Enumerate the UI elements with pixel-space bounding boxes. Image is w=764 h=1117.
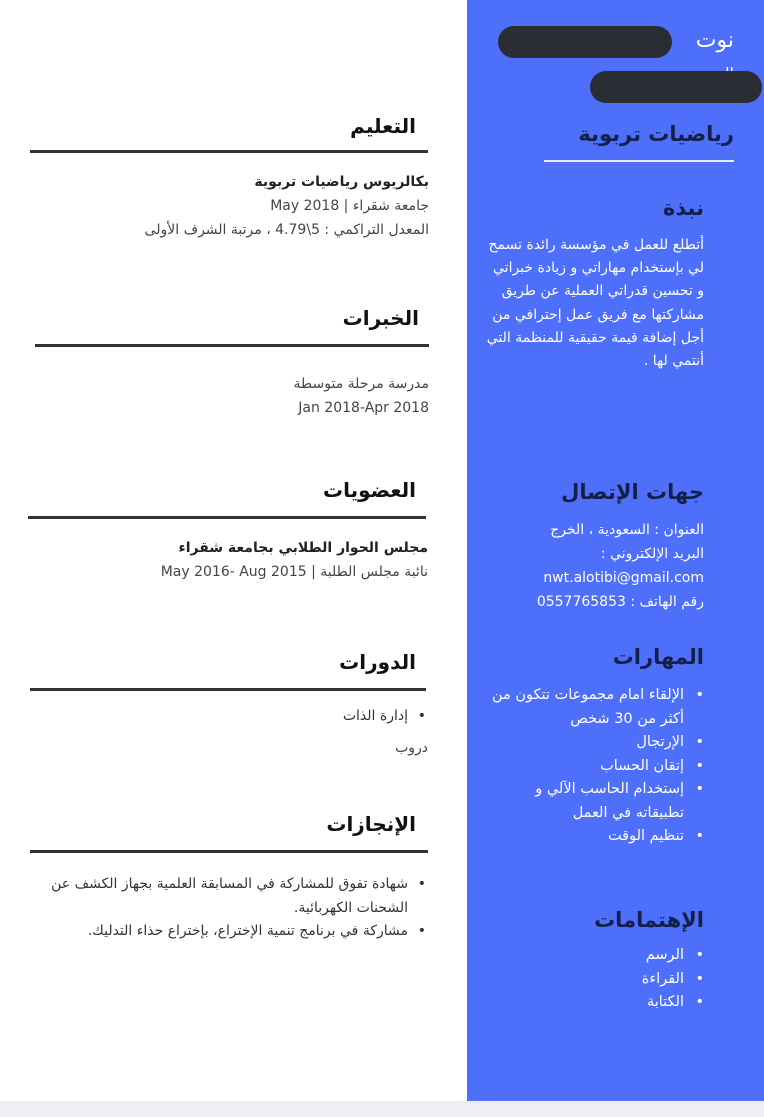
interest-item: • الكتابة [484, 991, 704, 1015]
skill-item: • تنظيم الوقت [484, 825, 704, 849]
skill-item: • إتقان الحساب [484, 755, 704, 779]
courses-list [188, 705, 428, 729]
interest-item: • القراءة [484, 968, 704, 992]
skills-heading: المهارات [612, 645, 704, 669]
skill-item: • الإرتجال [484, 731, 704, 755]
membership-role: نائبة مجلس الطلبة | May 2016- Aug 2015 [160, 564, 428, 580]
memberships-details [161, 536, 428, 584]
education-heading: التعليم [350, 114, 416, 138]
experience-divider [35, 344, 429, 347]
achievements-list [38, 873, 428, 944]
membership-org: مجلس الحوار الطلابي بجامعة شقراء [178, 540, 428, 556]
education-school: جامعة شقراء | May 2018 [270, 198, 429, 214]
achievement-item: • شهادة تفوق للمشاركة في المسابقة العلمية بجهاز الكشف عن الشحنات الكهربائية. [38, 873, 428, 920]
experience-heading: الخبرات [342, 306, 419, 330]
interests-heading: الإهتمامات [594, 908, 704, 932]
sidebar [467, 0, 764, 1101]
course-item: • إدارة الذات [188, 705, 428, 729]
memberships-heading: العضويات [322, 478, 416, 502]
education-details [145, 170, 429, 242]
experience-dates: Jan 2018-Apr 2018 [298, 400, 429, 416]
job-title-divider [544, 160, 734, 162]
contact-address: العنوان : السعودية ، الخرج [550, 522, 704, 538]
bottom-strip [0, 1101, 764, 1117]
name-fragment: نوت [695, 28, 734, 53]
education-degree: بكالريوس رياضيات تربوية [254, 174, 429, 190]
job-title: رياضيات تربوية [578, 122, 734, 146]
courses-divider [30, 688, 426, 691]
redacted-name-line2 [590, 71, 762, 103]
course-provider: دروب [395, 740, 428, 756]
interests-list [484, 944, 704, 1015]
contact-phone: رقم الهاتف : 0557765853 [536, 594, 704, 610]
about-text: أتطلع للعمل في مؤسسة رائدة تسمح لي بإستخدام مهاراتي و زيادة خبراتي و تحسين قدراتي العملية عن طريق مشاركتها مع فريق عمل إحترافي من أجل إضافة قيمة حقيقية للمنظمة التي أنتمي لها . [486, 237, 704, 370]
education-divider [30, 150, 428, 153]
interest-item: • الرسم [484, 944, 704, 968]
achievements-heading: الإنجازات [326, 812, 416, 836]
education-gpa: المعدل التراكمي : 5\4.79 ، مرتبة الشرف الأولى [144, 222, 429, 238]
redacted-name [498, 26, 672, 58]
contact-block [484, 518, 704, 614]
achievement-item: • مشاركة في برنامج تنمية الإختراع، بإختراع حذاء التدليك. [38, 920, 428, 944]
memberships-divider [28, 516, 426, 519]
contact-email-label: البريد الإلكتروني : [600, 546, 704, 562]
courses-heading: الدورات [339, 650, 416, 674]
skills-list [484, 684, 704, 849]
contact-email[interactable]: nwt.alotibi@gmail.com [543, 570, 704, 586]
skill-item: • الإلقاء امام مجموعات تتكون من أكثر من 30 شخص [484, 684, 704, 731]
achievements-divider [30, 850, 428, 853]
skill-item: • إستخدام الحاسب الآلي و تطبيقاته في العمل [484, 778, 704, 825]
contact-heading: جهات الإتصال [561, 480, 704, 504]
experience-place: مدرسة مرحلة متوسطة [293, 376, 429, 392]
about-heading: نبذة [663, 196, 704, 220]
experience-details [294, 372, 429, 420]
